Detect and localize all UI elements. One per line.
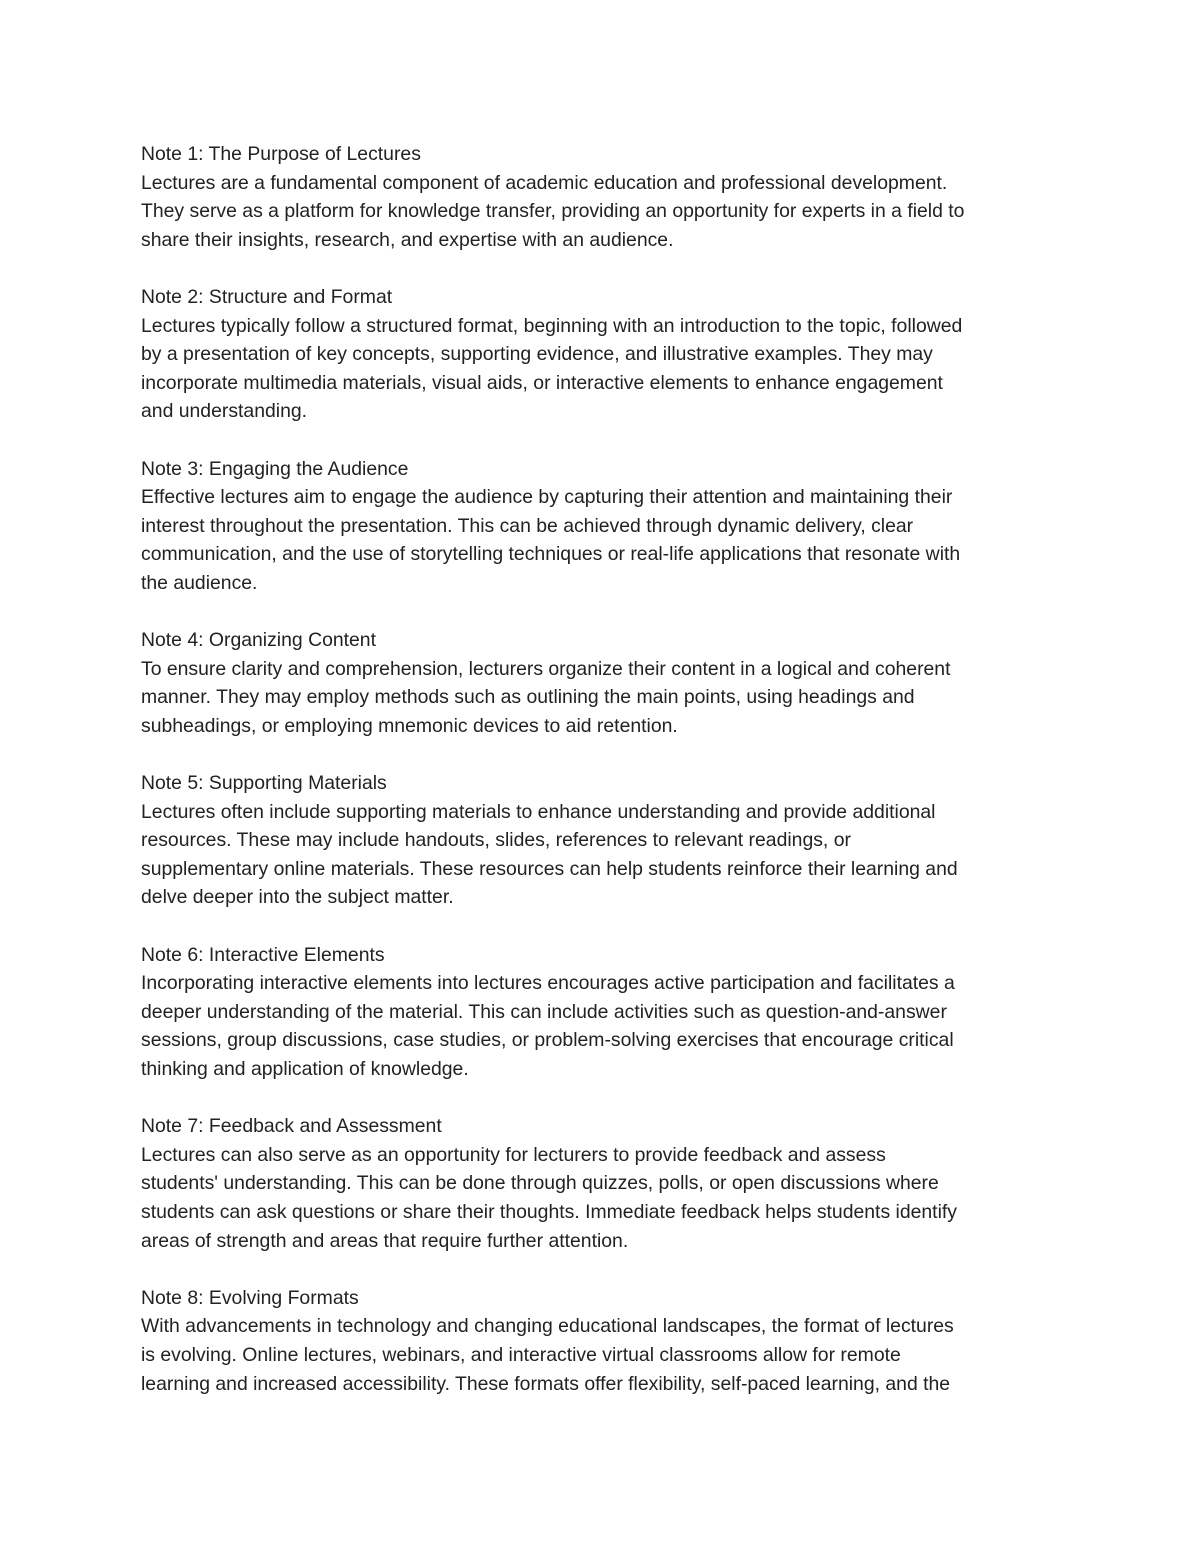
note-line: delve deeper into the subject matter. xyxy=(141,886,454,909)
note-line: the audience. xyxy=(141,571,258,594)
note-line: students' understanding. This can be done through quizzes, polls, or open discussions where xyxy=(141,1172,939,1195)
note-title: Note 3: Engaging the Audience xyxy=(141,457,409,480)
note-body xyxy=(141,655,1076,741)
note-line: Lectures typically follow a structured format, beginning with an introduction to the topic, followed xyxy=(141,314,963,337)
note-line: supplementary online materials. These resources can help students reinforce their learning and xyxy=(141,857,958,880)
note-title: Note 7: Feedback and Assessment xyxy=(141,1115,442,1138)
note-body xyxy=(141,483,1076,597)
note-line: by a presentation of key concepts, supporting evidence, and illustrative examples. They may xyxy=(141,343,933,366)
note-line: Incorporating interactive elements into lectures encourages active participation and facilitates a xyxy=(141,972,955,995)
note-line: deeper understanding of the material. This can include activities such as question-and-answer xyxy=(141,1000,947,1023)
note-line: Lectures can also serve as an opportunity for lecturers to provide feedback and assess xyxy=(141,1143,886,1166)
note-title: Note 1: The Purpose of Lectures xyxy=(141,143,421,165)
note-title: Note 8: Evolving Formats xyxy=(141,1286,359,1309)
note-line: communication, and the use of storytelling techniques or real-life applications that resonate with xyxy=(141,543,961,566)
document-page xyxy=(141,140,1076,1427)
note-6 xyxy=(141,941,1076,1084)
note-body xyxy=(141,312,1076,426)
note-line: With advancements in technology and changing educational landscapes, the format of lectures xyxy=(141,1315,954,1338)
note-line: share their insights, research, and expertise with an audience. xyxy=(141,228,674,251)
note-line: incorporate multimedia materials, visual aids, or interactive elements to enhance engagement xyxy=(141,371,943,394)
note-7 xyxy=(141,1112,1076,1255)
note-body xyxy=(141,798,1076,912)
note-4 xyxy=(141,626,1076,740)
note-body xyxy=(141,1141,1076,1255)
note-5 xyxy=(141,769,1076,912)
note-line: interest throughout the presentation. This can be achieved through dynamic delivery, clear xyxy=(141,514,914,537)
note-1 xyxy=(141,140,1076,254)
note-line: is evolving. Online lectures, webinars, and interactive virtual classrooms allow for remote xyxy=(141,1343,901,1366)
note-title: Note 4: Organizing Content xyxy=(141,629,376,652)
note-line: learning and increased accessibility. These formats offer flexibility, self-paced learning, and the xyxy=(141,1372,951,1395)
note-title: Note 2: Structure and Format xyxy=(141,285,393,308)
note-body xyxy=(141,169,1076,255)
note-8 xyxy=(141,1284,1076,1398)
note-line: To ensure clarity and comprehension, lecturers organize their content in a logical and coherent xyxy=(141,657,951,680)
note-line: and understanding. xyxy=(141,400,308,423)
note-line: subheadings, or employing mnemonic devices to aid retention. xyxy=(141,714,678,737)
note-title: Note 6: Interactive Elements xyxy=(141,943,385,966)
note-body xyxy=(141,1312,1076,1398)
note-line: Lectures are a fundamental component of academic education and professional development. xyxy=(141,171,948,194)
note-line: Effective lectures aim to engage the audience by capturing their attention and maintaining their xyxy=(141,486,953,509)
note-line: students can ask questions or share their thoughts. Immediate feedback helps students identify xyxy=(141,1200,957,1223)
note-body xyxy=(141,969,1076,1083)
note-line: Lectures often include supporting materials to enhance understanding and provide additional xyxy=(141,800,936,823)
note-line: resources. These may include handouts, slides, references to relevant readings, or xyxy=(141,829,851,852)
note-2 xyxy=(141,283,1076,426)
note-title: Note 5: Supporting Materials xyxy=(141,772,387,795)
note-line: thinking and application of knowledge. xyxy=(141,1058,469,1080)
note-line: manner. They may employ methods such as outlining the main points, using headings and xyxy=(141,686,915,709)
note-line: areas of strength and areas that require further attention. xyxy=(141,1229,629,1252)
note-3 xyxy=(141,455,1076,598)
note-line: sessions, group discussions, case studies, or problem-solving exercises that encourage critical xyxy=(141,1029,954,1052)
note-line: They serve as a platform for knowledge transfer, providing an opportunity for experts in a field to xyxy=(141,200,965,223)
